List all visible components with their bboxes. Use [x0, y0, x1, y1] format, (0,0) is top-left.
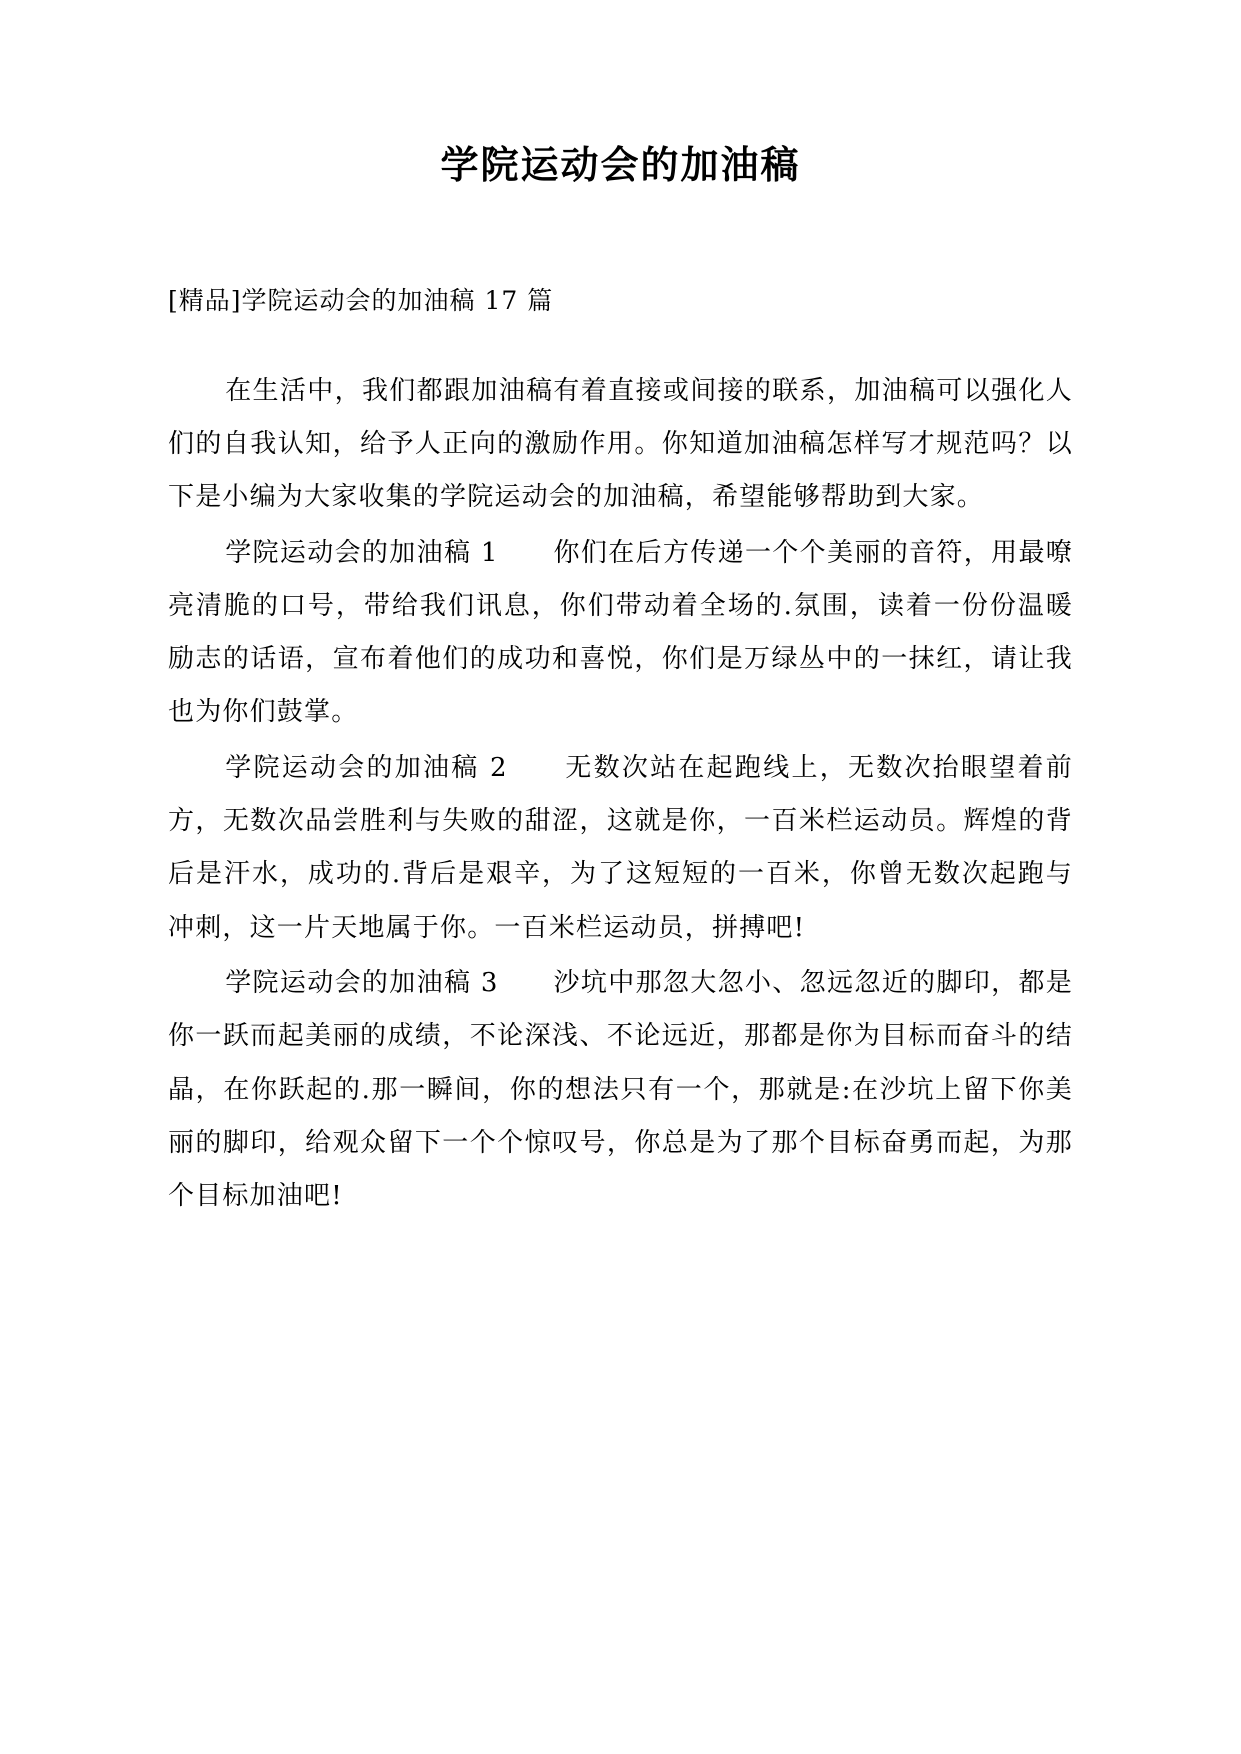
- paragraph-speech-3: 学院运动会的加油稿 3 沙坑中那忽大忽小、忽远忽近的脚印，都是你一跃而起美丽的成绩，不论深浅、不论远近，那都是你为目标而奋斗的结晶，在你跃起的.那一瞬间，你的想法只有一个，那就是:在沙坑上留下你美丽的脚印，给观众留下一个个惊叹号，你总是为了那个目标奋勇而起，为那个目标加油吧!: [168, 967, 1073, 1212]
- paragraph-intro: 在生活中，我们都跟加油稿有着直接或间接的联系，加油稿可以强化人们的自我认知，给予人正向的激励作用。你知道加油稿怎样写才规范吗？以下是小编为大家收集的学院运动会的加油稿，希望能够帮助到大家。: [168, 375, 1073, 513]
- paragraph-speech-1: 学院运动会的加油稿 1 你们在后方传递一个个美丽的音符，用最嘹亮清脆的口号，带给我们讯息，你们带动着全场的.氛围，读着一份份温暖励志的话语，宣布着他们的成功和喜悦，你们是万绿丛中的一抹红，请让我也为你们鼓掌。: [168, 537, 1073, 728]
- page-title: 学院运动会的加油稿: [440, 142, 801, 187]
- document-subtitle: [精品]学院运动会的加油稿 17 篇: [168, 286, 554, 316]
- paragraph-speech-2: 学院运动会的加油稿 2 无数次站在起跑线上，无数次抬眼望着前方，无数次品尝胜利与失败的甜涩，这就是你，一百米栏运动员。辉煌的背后是汗水，成功的.背后是艰辛，为了这短短的一百米，你曾无数次起跑与冲刺，这一片天地属于你。一百米栏运动员，拼搏吧!: [168, 752, 1073, 943]
- document-body: [168, 365, 1073, 1224]
